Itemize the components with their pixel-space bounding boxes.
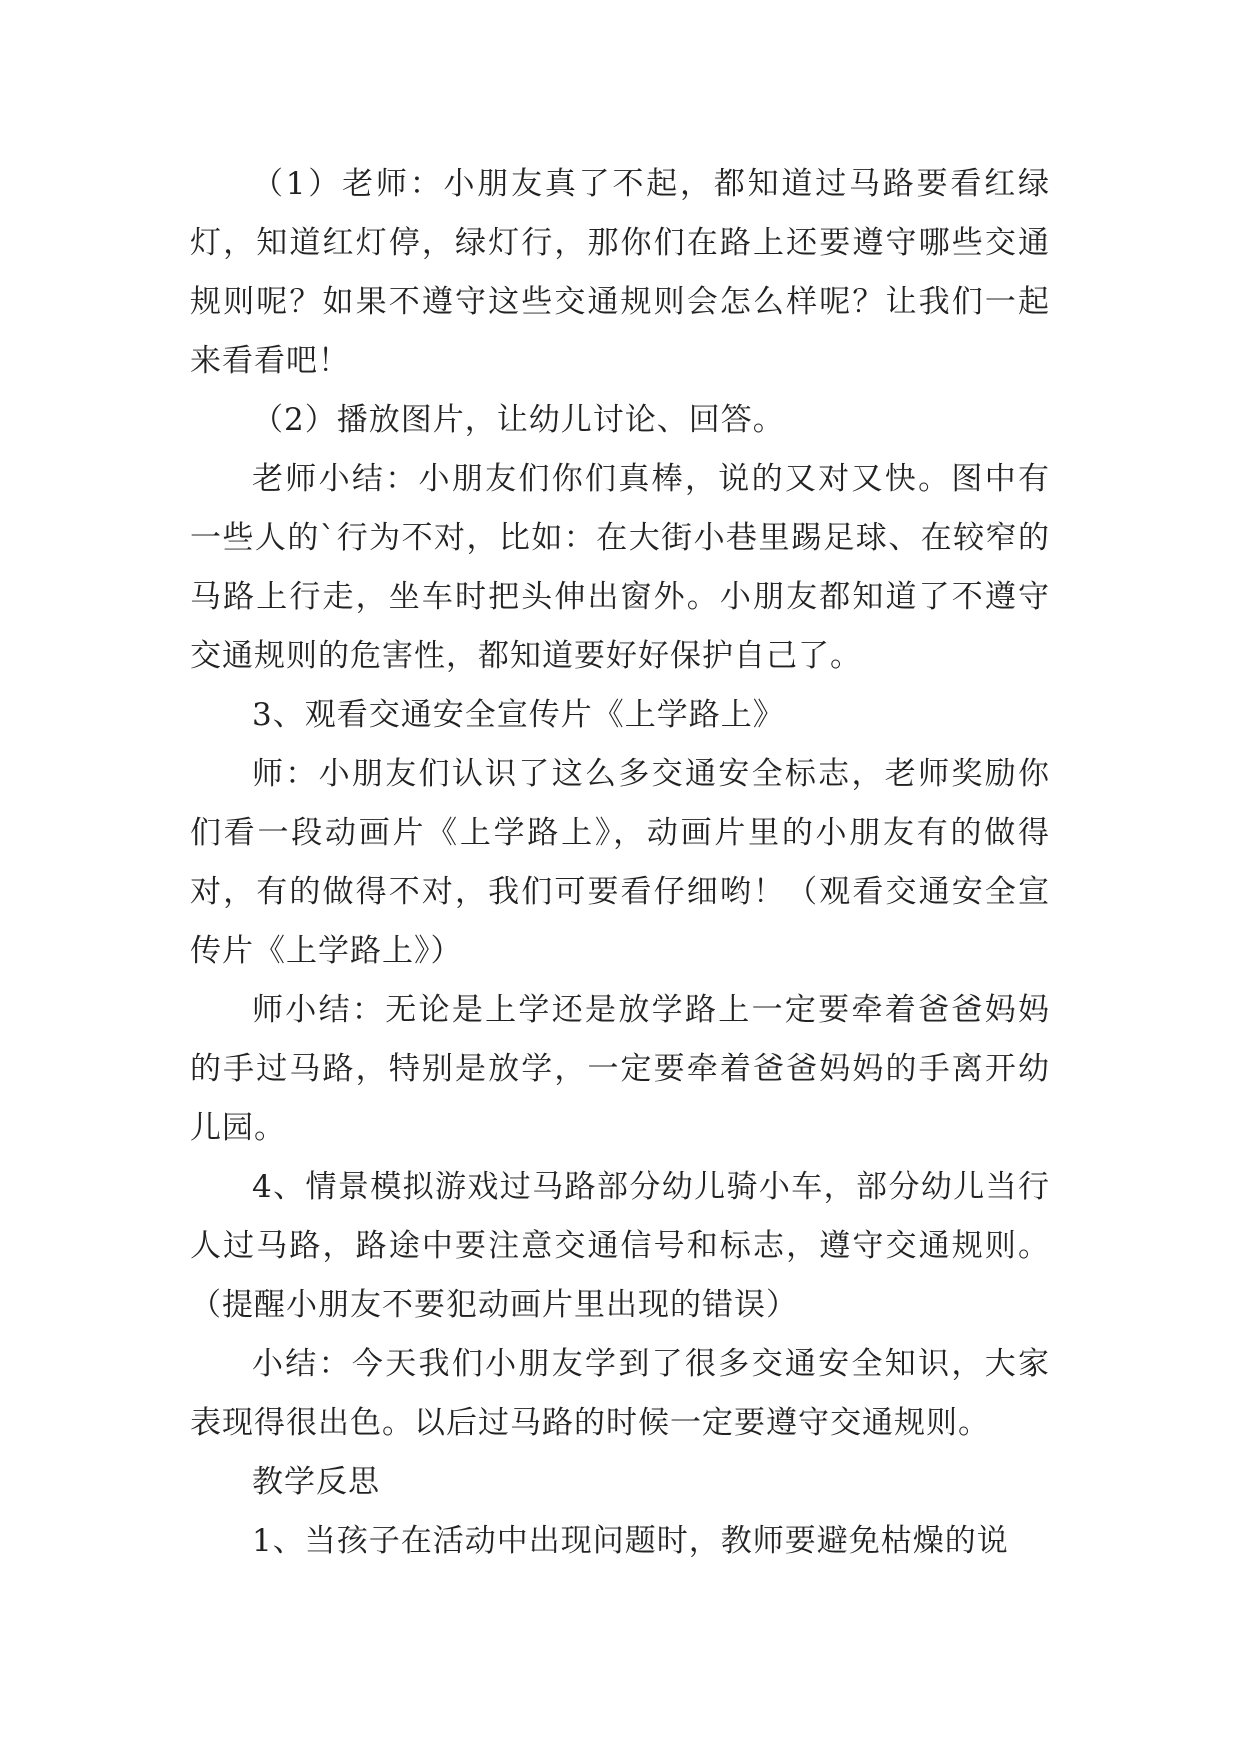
paragraph-teacher-summary: 老师小结：小朋友们你们真棒，说的又对又快。图中有一些人的`行为不对，比如：在大街小巷里踢足球、在较窄的马路上行走，坐车时把头伸出窗外。小朋友都知道了不遵守交通规则的危害性，都知道要好好保护自己了。 [190, 461, 1050, 674]
document-body [190, 155, 1050, 1571]
paragraph-teacher-short-summary: 师小结：无论是上学还是放学路上一定要牵着爸爸妈妈的手过马路，特别是放学，一定要牵着爸爸妈妈的手离开幼儿园。 [190, 992, 1050, 1146]
paragraph-final-summary: 小结：今天我们小朋友学到了很多交通安全知识，大家表现得很出色。以后过马路的时候一定要遵守交通规则。 [190, 1346, 1050, 1441]
paragraph-show-pictures: （2）播放图片，让幼儿讨论、回答。 [252, 402, 785, 438]
paragraph-role-play-game: 4、情景模拟游戏过马路部分幼儿骑小车，部分幼儿当行人过马路，路途中要注意交通信号和标志，遵守交通规则。（提醒小朋友不要犯动画片里出现的错误） [190, 1169, 1050, 1323]
paragraph-teacher-reward: 师：小朋友们认识了这么多交通安全标志，老师奖励你们看一段动画片《上学路上》，动画片里的小朋友有的做得对，有的做得不对，我们可要看仔细哟！（观看交通安全宣传片《上学路上》） [190, 756, 1050, 969]
paragraph-teaching-reflection-heading: 教学反思 [252, 1464, 380, 1500]
paragraph-teacher-question: （1）老师：小朋友真了不起，都知道过马路要看红绿灯，知道红灯停，绿灯行，那你们在路上还要遵守哪些交通规则呢？如果不遵守这些交通规则会怎么样呢？让我们一起来看看吧！ [190, 166, 1050, 379]
paragraph-watch-video-heading: 3、观看交通安全宣传片《上学路上》 [252, 697, 785, 733]
paragraph-reflection-point-1: 1、当孩子在活动中出现问题时，教师要避免枯燥的说 [252, 1523, 1009, 1559]
